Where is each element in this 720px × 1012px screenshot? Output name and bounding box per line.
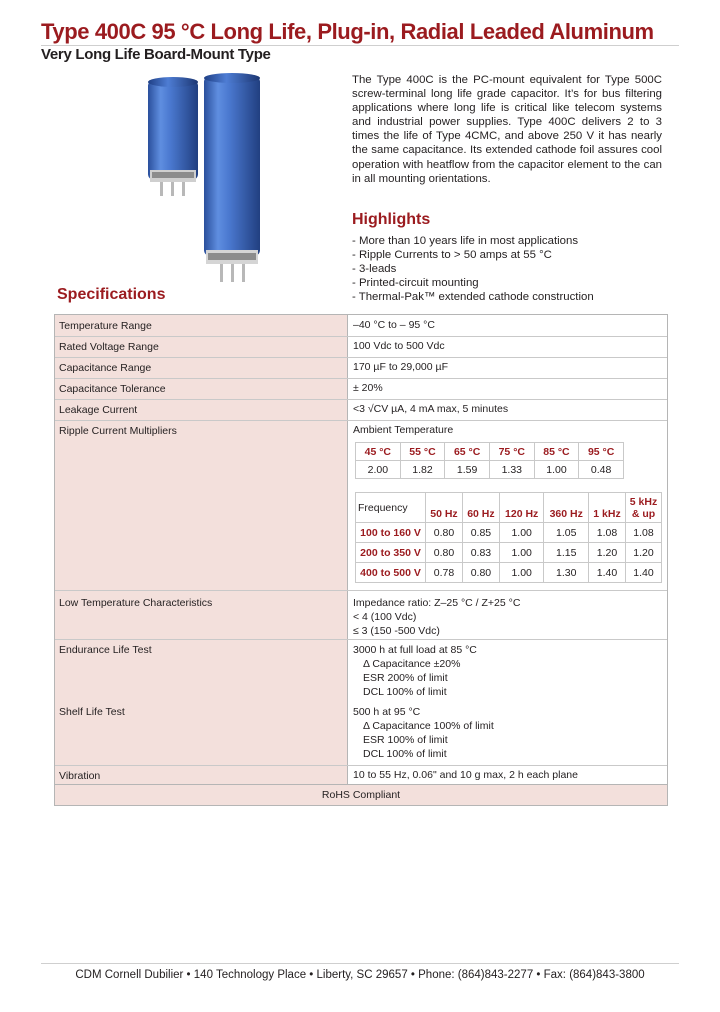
- freq-value: 0.80: [426, 523, 463, 543]
- specifications-heading: Specifications: [57, 286, 166, 303]
- freq-value: 0.85: [462, 523, 499, 543]
- frequency-label: Frequency: [356, 493, 426, 523]
- freq-header: 1 kHz: [589, 493, 626, 523]
- freq-value: 1.30: [544, 563, 589, 583]
- shelf-life-line: ESR 100% of limit: [363, 734, 448, 746]
- temp-value: 1.00: [534, 461, 579, 479]
- vibration-label: Vibration: [59, 770, 101, 782]
- freq-value: 1.05: [544, 523, 589, 543]
- capacitance-range-label: Capacitance Range: [59, 362, 152, 374]
- temperature-multiplier-table: [355, 442, 624, 479]
- rated-voltage-value: 100 Vdc to 500 Vdc: [353, 340, 445, 352]
- temp-value: 1.33: [489, 461, 534, 479]
- voltage-range: 200 to 350 V: [356, 543, 426, 563]
- low-temperature-line: Impedance ratio: Z–25 °C / Z+25 °C: [353, 597, 521, 609]
- highlight-item: - Ripple Currents to > 50 amps at 55 °C: [352, 249, 552, 262]
- voltage-range: 400 to 500 V: [356, 563, 426, 583]
- freq-value: 1.40: [626, 563, 662, 583]
- freq-header: 60 Hz: [462, 493, 499, 523]
- temperature-range-label: Temperature Range: [59, 320, 152, 332]
- low-temperature-label: Low Temperature Characteristics: [59, 597, 213, 609]
- temp-header: 45 °C: [356, 443, 401, 461]
- endurance-line: ESR 200% of limit: [363, 672, 448, 684]
- freq-value: 0.80: [462, 563, 499, 583]
- freq-header: 360 Hz: [544, 493, 589, 523]
- company-footer: CDM Cornell Dubilier • 140 Technology Place • Liberty, SC 29657 • Phone: (864)843-2277 • Fax: (864)843-3800: [75, 969, 645, 981]
- highlights-heading: Highlights: [352, 211, 431, 228]
- temp-header: 65 °C: [445, 443, 490, 461]
- low-temperature-line: < 4 (100 Vdc): [353, 611, 417, 623]
- vibration-value: 10 to 55 Hz, 0.06" and 10 g max, 2 h each plane: [353, 769, 578, 781]
- freq-value: 1.15: [544, 543, 589, 563]
- page-title: Type 400C 95 °C Long Life, Plug-in, Radial Leaded Aluminum: [41, 19, 654, 44]
- freq-value: 0.83: [462, 543, 499, 563]
- low-temperature-line: ≤ 3 (150 -500 Vdc): [353, 625, 440, 637]
- endurance-label: Endurance Life Test: [59, 644, 152, 656]
- page-subtitle: Very Long Life Board-Mount Type: [41, 46, 271, 63]
- capacitance-tolerance-label: Capacitance Tolerance: [59, 383, 166, 395]
- rohs-compliant: RoHS Compliant: [55, 784, 667, 805]
- freq-value: 1.00: [499, 563, 544, 583]
- specifications-table: [54, 314, 668, 806]
- short-capacitor: [148, 77, 198, 196]
- leakage-current-value: <3 √CV µA, 4 mA max, 5 minutes: [353, 403, 509, 415]
- freq-value: 1.20: [626, 543, 662, 563]
- temp-header: 95 °C: [579, 443, 624, 461]
- temp-header: 75 °C: [489, 443, 534, 461]
- highlight-item: - 3-leads: [352, 263, 397, 276]
- temp-value: 2.00: [356, 461, 401, 479]
- freq-value: 0.78: [426, 563, 463, 583]
- highlights-list: [352, 234, 594, 304]
- voltage-range: 100 to 160 V: [356, 523, 426, 543]
- freq-header: 5 kHz & up: [626, 493, 662, 523]
- freq-value: 1.20: [589, 543, 626, 563]
- temperature-range-value: –40 °C to – 95 °C: [353, 319, 435, 331]
- shelf-life-line: Δ Capacitance 100% of limit: [363, 720, 494, 732]
- freq-value: 0.80: [426, 543, 463, 563]
- highlight-item: - Thermal-Pak™ extended cathode construction: [352, 291, 594, 304]
- footer-divider: [41, 963, 679, 964]
- freq-value: 1.40: [589, 563, 626, 583]
- ambient-temperature-label: Ambient Temperature: [353, 424, 454, 436]
- tall-capacitor: [204, 73, 260, 282]
- freq-header: 120 Hz: [499, 493, 544, 523]
- highlight-item: - Printed-circuit mounting: [352, 277, 479, 290]
- endurance-line: DCL 100% of limit: [363, 686, 447, 698]
- temp-value: 1.82: [400, 461, 445, 479]
- endurance-line: 3000 h at full load at 85 °C: [353, 644, 477, 656]
- capacitor-photo: [138, 72, 273, 288]
- highlight-item: - More than 10 years life in most applications: [352, 235, 579, 247]
- endurance-line: Δ Capacitance ±20%: [363, 658, 461, 670]
- shelf-life-label: Shelf Life Test: [59, 706, 125, 718]
- leakage-current-label: Leakage Current: [59, 404, 138, 416]
- freq-value: 1.00: [499, 523, 544, 543]
- ripple-current-label: Ripple Current Multipliers: [59, 425, 177, 437]
- freq-value: 1.08: [626, 523, 662, 543]
- shelf-life-line: 500 h at 95 °C: [353, 706, 421, 718]
- temp-header: 85 °C: [534, 443, 579, 461]
- freq-value: 1.00: [499, 543, 544, 563]
- capacitance-tolerance-value: ± 20%: [353, 382, 383, 394]
- rated-voltage-label: Rated Voltage Range: [59, 341, 159, 353]
- freq-header: 50 Hz: [426, 493, 463, 523]
- capacitance-range-value: 170 µF to 29,000 µF: [353, 361, 448, 373]
- shelf-life-line: DCL 100% of limit: [363, 748, 447, 760]
- temp-value: 0.48: [579, 461, 624, 479]
- temp-header: 55 °C: [400, 443, 445, 461]
- frequency-multiplier-table: [355, 492, 662, 583]
- freq-value: 1.08: [589, 523, 626, 543]
- temp-value: 1.59: [445, 461, 490, 479]
- intro-paragraph: The Type 400C is the PC-mount equivalent for Type 500C screw-terminal long life grade capacitor. It’s for bus filtering applications where long life is critical like telecom systems and industrial power supplies. Type 400C delivers 2 to 3 times the life of Type 4CMC, and above 250 V it has nearly the same capacitance. Its extended cathode foil assures cool operation with heatflow from the capacitor element to the can in all mounting orientations.: [352, 74, 662, 185]
